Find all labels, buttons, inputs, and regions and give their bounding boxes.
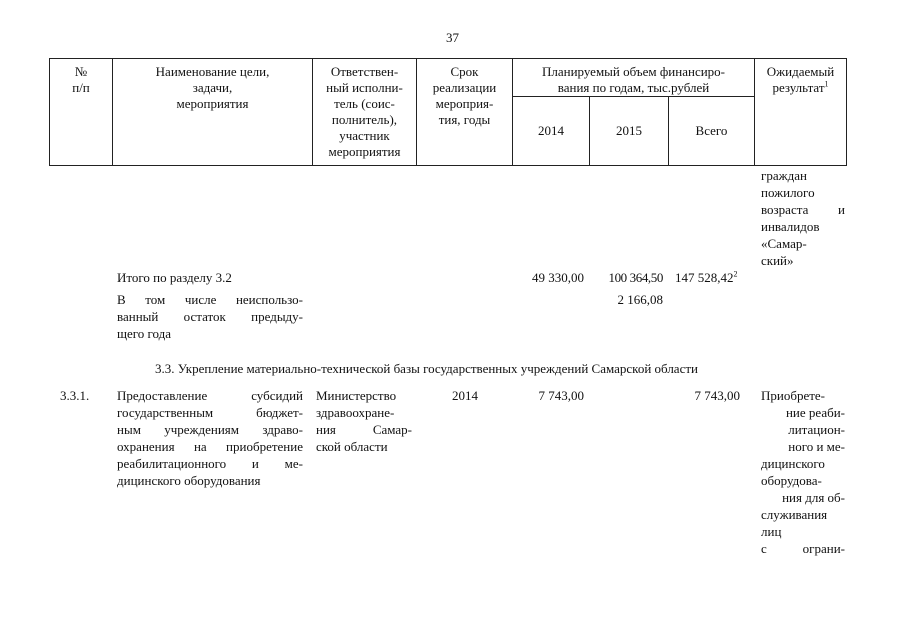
total-2015: 100 364,50 xyxy=(608,270,663,285)
header-total: Всего xyxy=(695,123,728,138)
header-2015: 2015 xyxy=(616,123,642,138)
remainder-label: В том числе неиспользо- ванный остаток предыду- щего года xyxy=(117,292,303,341)
header-responsible: Ответствен- ный исполни- тель (соис- полнитель), участник мероприятия xyxy=(326,64,403,159)
row-331-2014: 7 743,00 xyxy=(538,388,584,403)
header-term: Срок реализации мероприя- тия, годы xyxy=(432,64,497,127)
row-331-responsible: Министерство здравоохране- ния Самар- ской области xyxy=(316,388,412,454)
header-2014: 2014 xyxy=(538,123,564,138)
header-financing: Планируемый объем финансиро- вания по годам, тыс.рублей xyxy=(541,64,726,95)
row-331-name: Предоставление субсидий государственным бюджет- ным учреждениям здраво- охранения на приобретение реабилитационного и ме- дицинского оборудования xyxy=(117,388,303,488)
header-num: № п/п xyxy=(72,64,90,95)
row-331-number: 3.3.1. xyxy=(60,388,90,403)
row-331-term: 2014 xyxy=(452,388,478,403)
total-sum: 147 528,42$^2$ xyxy=(675,269,738,285)
header-result: Ожидаемый результат$^1$ xyxy=(766,64,835,95)
header-name: Наименование цели, задачи, мероприятия xyxy=(155,64,270,111)
section-title: 3.3. Укрепление материально-технической базы государственных учреждений Самарской области xyxy=(155,361,698,376)
row-331-result: Приобрете- ние реаби- литацион- ного и ме- дицинского оборудова- ния для об- служивания лиц с ограни- xyxy=(761,388,845,556)
page-number: 37 xyxy=(446,30,459,45)
footnote-1: 1 xyxy=(824,79,829,89)
remainder-2015: 2 166,08 xyxy=(617,292,663,307)
footnote-2: 2 xyxy=(733,269,738,279)
continuation-result: граждан пожилого возраста и инвалидов «Самар- ский» xyxy=(761,168,845,268)
total-2014: 49 330,00 xyxy=(532,270,584,285)
row-331-total: 7 743,00 xyxy=(694,388,740,403)
total-label: Итого по разделу 3.2 xyxy=(117,270,232,285)
